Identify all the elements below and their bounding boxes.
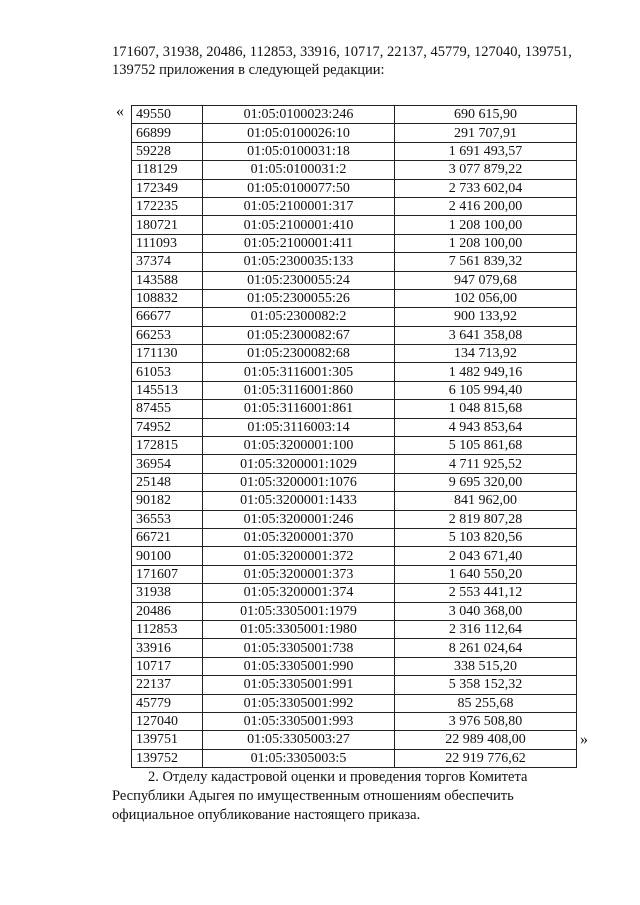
row-number-cell: 90100 [132,547,203,565]
instruction-paragraph [112,768,590,825]
cadastral-value-cell: 3 976 508,80 [395,712,577,730]
table-row [132,418,577,436]
cadastral-value-cell: 1 640 550,20 [395,565,577,583]
cadastral-number-cell: 01:05:3305001:1980 [203,620,395,638]
table-row [132,345,577,363]
row-number-cell: 49550 [132,106,203,124]
cadastral-number-cell: 01:05:2100001:317 [203,197,395,215]
cadastral-value-cell: 1 691 493,57 [395,142,577,160]
cadastral-value-cell: 5 105 861,68 [395,437,577,455]
row-number-cell: 118129 [132,161,203,179]
cadastral-number-cell: 01:05:3200001:1076 [203,473,395,491]
table-row [132,712,577,730]
cadastral-value-cell: 3 040 368,00 [395,602,577,620]
cadastral-number-cell: 01:05:3200001:1029 [203,455,395,473]
table-row [132,381,577,399]
table-row [132,694,577,712]
cadastral-number-cell: 01:05:3116003:14 [203,418,395,436]
table-row [132,455,577,473]
table-row [132,565,577,583]
cadastral-value-cell: 2 416 200,00 [395,197,577,215]
row-number-cell: 66721 [132,528,203,546]
cadastral-value-cell: 8 261 024,64 [395,639,577,657]
table-row [132,510,577,528]
row-number-cell: 111093 [132,234,203,252]
cadastral-value-cell: 1 208 100,00 [395,216,577,234]
cadastral-number-cell: 01:05:2300082:67 [203,326,395,344]
cadastral-number-cell: 01:05:3305001:992 [203,694,395,712]
table-row [132,142,577,160]
row-number-cell: 31938 [132,584,203,602]
table-row [132,528,577,546]
table-row [132,676,577,694]
table-row [132,639,577,657]
table-row [132,124,577,142]
cadastral-value-cell: 947 079,68 [395,271,577,289]
cadastral-value-cell: 3 077 879,22 [395,161,577,179]
table-row [132,657,577,675]
cadastral-value-cell: 841 962,00 [395,492,577,510]
table-row [132,731,577,749]
cadastral-value-cell: 1 048 815,68 [395,400,577,418]
cadastral-number-cell: 01:05:3200001:373 [203,565,395,583]
table-row [132,400,577,418]
table-row [132,253,577,271]
cadastral-number-cell: 01:05:0100031:2 [203,161,395,179]
cadastral-number-cell: 01:05:2300055:24 [203,271,395,289]
row-number-cell: 172349 [132,179,203,197]
cadastral-value-cell: 102 056,00 [395,289,577,307]
table-row [132,326,577,344]
table-row [132,271,577,289]
row-number-cell: 180721 [132,216,203,234]
cadastral-number-cell: 01:05:0100077:50 [203,179,395,197]
cadastral-value-cell: 2 819 807,28 [395,510,577,528]
row-number-cell: 33916 [132,639,203,657]
row-number-cell: 10717 [132,657,203,675]
opening-quote: « [116,103,124,120]
table-body [132,106,577,768]
row-number-cell: 20486 [132,602,203,620]
table-row [132,197,577,215]
cadastral-value-cell: 22 919 776,62 [395,749,577,767]
cadastral-number-cell: 01:05:2100001:410 [203,216,395,234]
table-row [132,602,577,620]
row-number-cell: 127040 [132,712,203,730]
cadastral-number-cell: 01:05:3116001:861 [203,400,395,418]
cadastral-value-cell: 85 255,68 [395,694,577,712]
row-number-cell: 36553 [132,510,203,528]
table-row [132,473,577,491]
cadastral-number-cell: 01:05:3305001:990 [203,657,395,675]
table-row [132,437,577,455]
cadastral-value-table [131,105,577,768]
cadastral-number-cell: 01:05:3305003:5 [203,749,395,767]
intro-line-1: 171607, 31938, 20486, 112853, 33916, 10717, 22137, 45779, 127040, 139751, [112,44,572,60]
table-row [132,234,577,252]
table-row [132,179,577,197]
table-row [132,363,577,381]
table-row [132,308,577,326]
row-number-cell: 145513 [132,381,203,399]
table-row [132,547,577,565]
closing-quote: » [580,731,588,748]
cadastral-value-cell: 4 943 853,64 [395,418,577,436]
paragraph-line-1: 2. Отделу кадастровой оценки и проведения торгов Комитета [148,769,528,785]
cadastral-value-cell: 7 561 839,32 [395,253,577,271]
cadastral-number-cell: 01:05:3116001:305 [203,363,395,381]
cadastral-number-cell: 01:05:3200001:372 [203,547,395,565]
table-row [132,289,577,307]
table-row [132,584,577,602]
cadastral-number-cell: 01:05:2300082:2 [203,308,395,326]
cadastral-value-cell: 5 358 152,32 [395,676,577,694]
cadastral-value-cell: 2 553 441,12 [395,584,577,602]
cadastral-number-cell: 01:05:2100001:411 [203,234,395,252]
paragraph-line-3: официальное опубликование настоящего приказа. [112,807,421,823]
cadastral-number-cell: 01:05:2300082:68 [203,345,395,363]
row-number-cell: 45779 [132,694,203,712]
table-row [132,216,577,234]
cadastral-value-cell: 1 208 100,00 [395,234,577,252]
cadastral-value-cell: 4 711 925,52 [395,455,577,473]
row-number-cell: 139751 [132,731,203,749]
intro-text [112,43,592,79]
cadastral-value-cell: 338 515,20 [395,657,577,675]
cadastral-number-cell: 01:05:3200001:246 [203,510,395,528]
cadastral-value-cell: 2 043 671,40 [395,547,577,565]
cadastral-value-cell: 6 105 994,40 [395,381,577,399]
cadastral-number-cell: 01:05:0100026:10 [203,124,395,142]
row-number-cell: 112853 [132,620,203,638]
row-number-cell: 66899 [132,124,203,142]
row-number-cell: 90182 [132,492,203,510]
cadastral-number-cell: 01:05:3305001:1979 [203,602,395,620]
cadastral-value-cell: 5 103 820,56 [395,528,577,546]
cadastral-value-cell: 3 641 358,08 [395,326,577,344]
row-number-cell: 25148 [132,473,203,491]
cadastral-number-cell: 01:05:2300055:26 [203,289,395,307]
cadastral-value-cell: 291 707,91 [395,124,577,142]
row-number-cell: 22137 [132,676,203,694]
cadastral-number-cell: 01:05:3200001:1433 [203,492,395,510]
row-number-cell: 143588 [132,271,203,289]
table-row [132,161,577,179]
cadastral-number-cell: 01:05:3200001:374 [203,584,395,602]
cadastral-value-cell: 22 989 408,00 [395,731,577,749]
table-row [132,620,577,638]
cadastral-number-cell: 01:05:3200001:370 [203,528,395,546]
cadastral-number-cell: 01:05:3305001:738 [203,639,395,657]
row-number-cell: 36954 [132,455,203,473]
cadastral-number-cell: 01:05:3116001:860 [203,381,395,399]
row-number-cell: 66677 [132,308,203,326]
cadastral-number-cell: 01:05:0100023:246 [203,106,395,124]
row-number-cell: 59228 [132,142,203,160]
cadastral-value-cell: 134 713,92 [395,345,577,363]
table-row [132,106,577,124]
row-number-cell: 172815 [132,437,203,455]
cadastral-number-cell: 01:05:3200001:100 [203,437,395,455]
cadastral-value-cell: 690 615,90 [395,106,577,124]
table-row [132,492,577,510]
row-number-cell: 171130 [132,345,203,363]
cadastral-value-cell: 2 316 112,64 [395,620,577,638]
row-number-cell: 171607 [132,565,203,583]
cadastral-number-cell: 01:05:3305003:27 [203,731,395,749]
cadastral-number-cell: 01:05:3305001:991 [203,676,395,694]
cadastral-number-cell: 01:05:2300035:133 [203,253,395,271]
row-number-cell: 139752 [132,749,203,767]
row-number-cell: 37374 [132,253,203,271]
row-number-cell: 74952 [132,418,203,436]
cadastral-value-cell: 2 733 602,04 [395,179,577,197]
cadastral-value-cell: 1 482 949,16 [395,363,577,381]
cadastral-number-cell: 01:05:0100031:18 [203,142,395,160]
row-number-cell: 66253 [132,326,203,344]
table-row [132,749,577,767]
cadastral-number-cell: 01:05:3305001:993 [203,712,395,730]
cadastral-value-cell: 9 695 320,00 [395,473,577,491]
row-number-cell: 172235 [132,197,203,215]
row-number-cell: 108832 [132,289,203,307]
row-number-cell: 87455 [132,400,203,418]
cadastral-value-cell: 900 133,92 [395,308,577,326]
row-number-cell: 61053 [132,363,203,381]
intro-line-2: 139752 приложения в следующей редакции: [112,62,385,78]
paragraph-line-2: Республики Адыгея по имущественным отношениям обеспечить [112,788,514,804]
